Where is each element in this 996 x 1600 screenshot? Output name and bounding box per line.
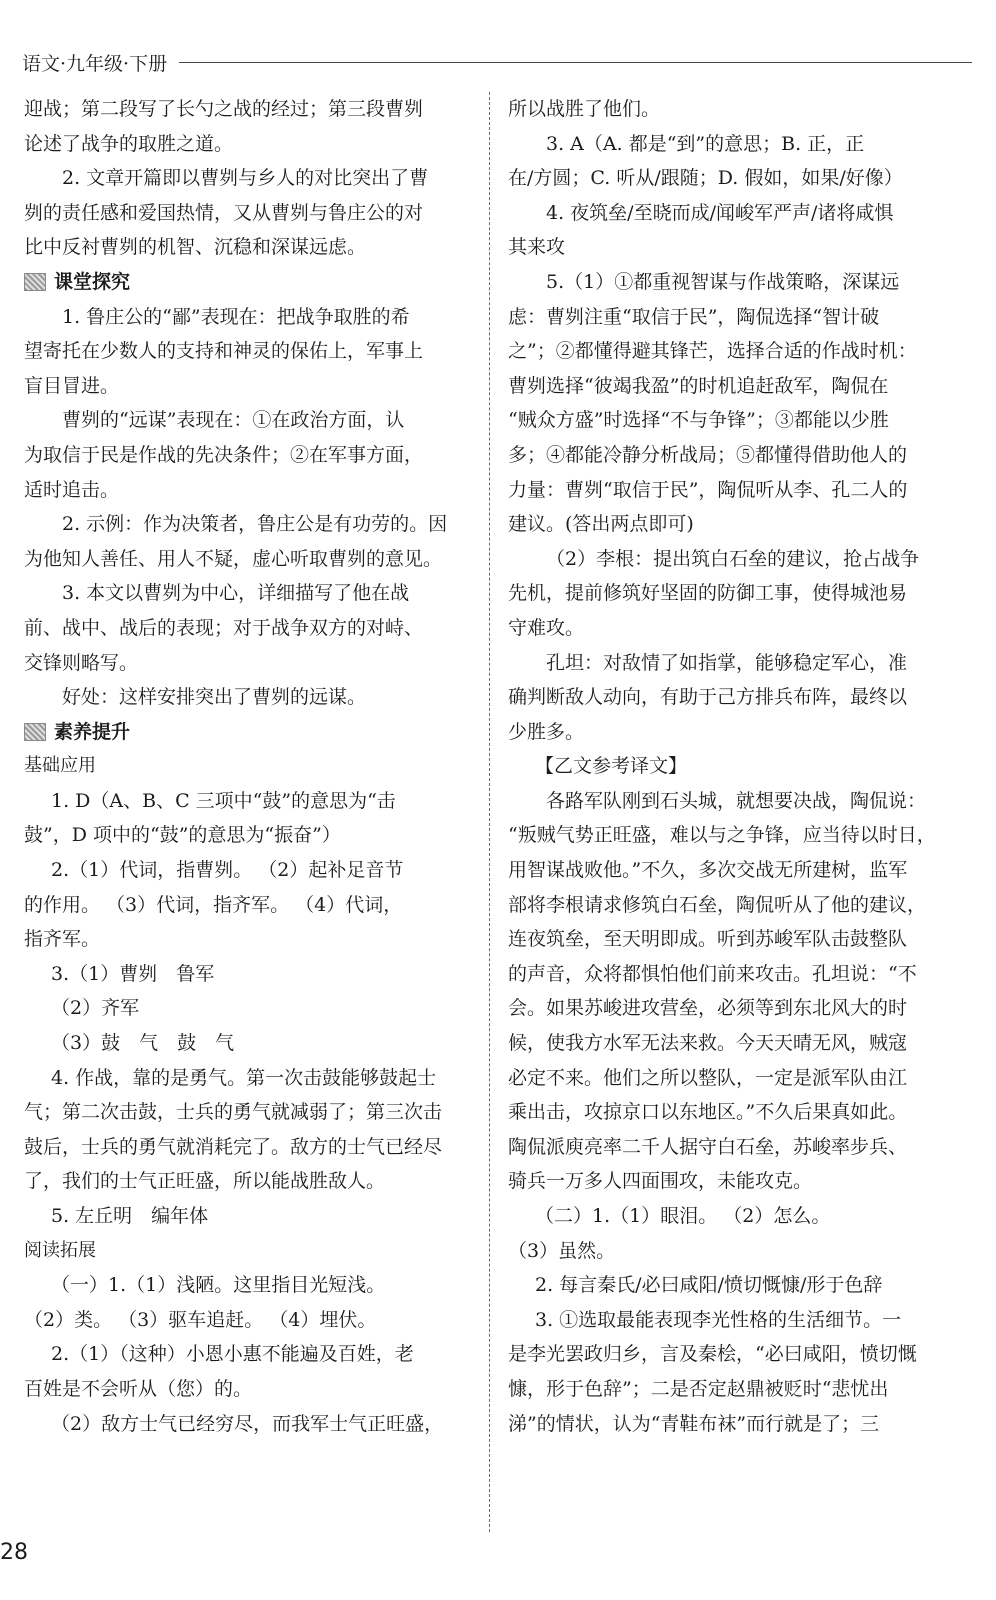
text-line: （3）虽然。 [508,1239,616,1262]
text-line: 迎战；第二段写了长勺之战的经过；第三段曹刿 [24,98,424,120]
text-line: 5. 左丘明 编年体 [51,1205,209,1227]
text-line: 部将李根请求修筑白石垒，陶侃听从了他的建议， [508,893,927,916]
text-line: 1. 鲁庄公的“鄙”表现在：把战争取胜的希 [62,305,410,328]
text-line: （一）1.（1）浅陋。这里指目光短浅。 [51,1274,386,1297]
text-line: 骑兵一万多人四面围攻，未能攻克。 [508,1170,813,1193]
text-line: 刿的责任感和爱国热情，又从曹刿与鲁庄公的对 [24,201,424,224]
text-line: 2. 示例：作为决策者，鲁庄公是有功劳的。因 [62,513,448,536]
text-line: 的作用。 （3）代词，指齐军。 （4）代词， [24,893,403,916]
text-line: （2）李根：提出筑白石垒的建议，抢占战争 [546,547,920,570]
text-line: 论述了战争的取胜之道。 [24,132,234,155]
text-line: 适时追击。 [24,478,120,501]
text-line: 鼓后，士兵的勇气就消耗完了。敌方的士气已经尽 [24,1135,443,1158]
text-line: “叛贼气势正旺盛，难以与之争锋，应当待以时日， [508,824,936,847]
text-line: 2.（1）代词，指曹刿。 （2）起补足音节 [51,859,404,882]
text-line: 4. 夜筑垒/至晓而成/闻峻军严声/诸将咸惧 [546,201,894,224]
text-line: 3.（1）曹刿 鲁军 [51,962,215,985]
text-line: 少胜多。 [508,720,585,743]
text-line: 1. D（A、B、C 三项中“鼓”的意思为“击 [51,789,396,812]
text-line: 是李光罢政归乡，言及秦桧，“必曰咸阳，愤切慨 [508,1343,917,1366]
subsection-heading: 基础应用 [24,755,96,777]
text-line: 盲目冒进。 [24,374,120,397]
text-line: 3. ①选取最能表现李光性格的生活细节。一 [535,1308,902,1331]
text-line: 2. 每言秦氏/必曰咸阳/愤切慨慷/形于色辞 [535,1274,883,1297]
text-line: 好处：这样安排突出了曹刿的远谋。 [62,686,367,709]
text-line: 确判断敌人动向，有助于己方排兵布阵，最终以 [508,686,908,709]
text-line: 连夜筑垒，至天明即成。听到苏峻军队击鼓整队 [508,928,908,951]
text-line: 陶侃派庾亮率二千人据守白石垒，苏峻率步兵、 [508,1135,908,1158]
left-column [24,92,472,1441]
text-line: 3. 本文以曹刿为中心，详细描写了他在战 [62,582,410,605]
text-line: 力量：曹刿“取信于民”，陶侃听从李、孔二人的 [508,478,908,501]
text-line: “贼众方盛”时选择“不与争锋”；③都能以少胜 [508,409,889,432]
section-heading-literacy [24,715,472,750]
text-line: 候，使我方水军无法来救。今天天晴无风，贼寇 [508,1032,908,1055]
text-line: 会。如果苏峻进攻营垒，必须等到东北风大的时 [508,997,908,1020]
text-line: 曹刿选择“彼竭我盈”的时机追赶敌军，陶侃在 [508,374,889,397]
translation-heading: 【乙文参考译文】 [535,755,688,778]
column-divider [489,92,490,1532]
text-line: 了，我们的士气正旺盛，所以能战胜敌人。 [24,1170,386,1193]
text-line: 曹刿的“远谋”表现在：①在政治方面，认 [62,409,405,432]
text-line: 慷，形于色辞”；二是否定赵鼎被贬时“悲忧出 [508,1377,889,1400]
text-line: 建议。(答出两点即可) [508,513,694,536]
text-line: 的声音，众将都惧怕他们前来攻击。孔坦说：“不 [508,962,917,985]
text-line: 交锋则略写。 [24,651,139,674]
text-line: 指齐军。 [24,928,101,951]
text-line: （二）1.（1）眼泪。 （2）怎么。 [535,1205,831,1227]
text-line: 2. 文章开篇即以曹刿与乡人的对比突出了曹 [62,167,429,190]
text-line: 必定不来。他们之所以整队，一定是派军队由江 [508,1066,908,1089]
text-line: 鼓”，D 项中的“鼓”的意思为“振奋”） [24,824,341,847]
text-line: 为取信于民是作战的先决条件；②在军事方面， [24,443,424,466]
text-line: 所以战胜了他们。 [508,98,661,120]
section-heading-classroom [24,265,472,300]
text-line: 百姓是不会听从（您）的。 [24,1377,253,1400]
text-line: 为他知人善任、用人不疑，虚心听取曹刿的意见。 [24,547,443,570]
text-line: 在/方圆；C. 听从/跟随；D. 假如，如果/好像） [508,167,903,190]
section-heading-text: 素养提升 [54,720,131,743]
text-line: 5.（1）①都重视智谋与作战策略，深谋远 [546,270,900,293]
text-line: 2.（1）（这种）小恩小惠不能遍及百姓，老 [51,1343,414,1366]
text-line: 孔坦：对敌情了如指掌，能够稳定军心，准 [546,651,908,674]
right-column [508,92,976,1441]
text-line: 其来攻 [508,236,566,259]
text-line: 4. 作战，靠的是勇气。第一次击鼓能够鼓起士 [51,1066,437,1089]
header-rule [179,62,972,63]
text-line: （3）鼓 气 鼓 气 [51,1032,235,1055]
text-line: （2）敌方士气已经穷尽，而我军士气正旺盛， [51,1412,444,1435]
subsection-heading: 阅读拓展 [24,1239,96,1261]
text-line: 前、战中、战后的表现；对于战争双方的对峙、 [24,616,424,639]
text-line: 虑：曹刿注重“取信于民”，陶侃选择“智计破 [508,305,880,328]
text-line: 守难攻。 [508,616,585,639]
text-line: 望寄托在少数人的支持和神灵的保佑上，军事上 [24,340,424,363]
section-marker-icon [24,273,46,291]
text-line: 气；第二次击鼓，士兵的勇气就减弱了；第三次击 [24,1101,443,1124]
text-line: （2）齐军 [51,997,140,1020]
section-heading-text: 课堂探究 [54,270,131,293]
text-line: 3. A（A. 都是“到”的意思；B. 正，正 [546,132,865,155]
text-line: 涕”的情状，认为“青鞋布袜”而行就是了；三 [508,1412,880,1435]
text-line: 先机，提前修筑好坚固的防御工事，使得城池易 [508,582,908,605]
header-title: 语文·九年级·下册 [22,52,168,75]
text-line: （2）类。 （3）驱车追赶。 （4）埋伏。 [24,1308,377,1331]
text-line: 各路军队刚到石头城，就想要决战，陶侃说： [546,789,927,812]
text-line: 多；④都能冷静分析战局；⑤都懂得借助他人的 [508,443,908,466]
text-line: 用智谋战败他。”不久，多次交战无所建树，监军 [508,859,908,882]
text-line: 之”；②都懂得避其锋芒，选择合适的作战时机： [508,340,917,363]
text-line: 乘出击，攻掠京口以东地区。”不久后果真如此。 [508,1101,908,1124]
page-number: 28 [0,1540,28,1565]
text-line: 比中反衬曹刿的机智、沉稳和深谋远虑。 [24,236,367,259]
section-marker-icon [24,723,46,741]
page-header [22,48,972,76]
